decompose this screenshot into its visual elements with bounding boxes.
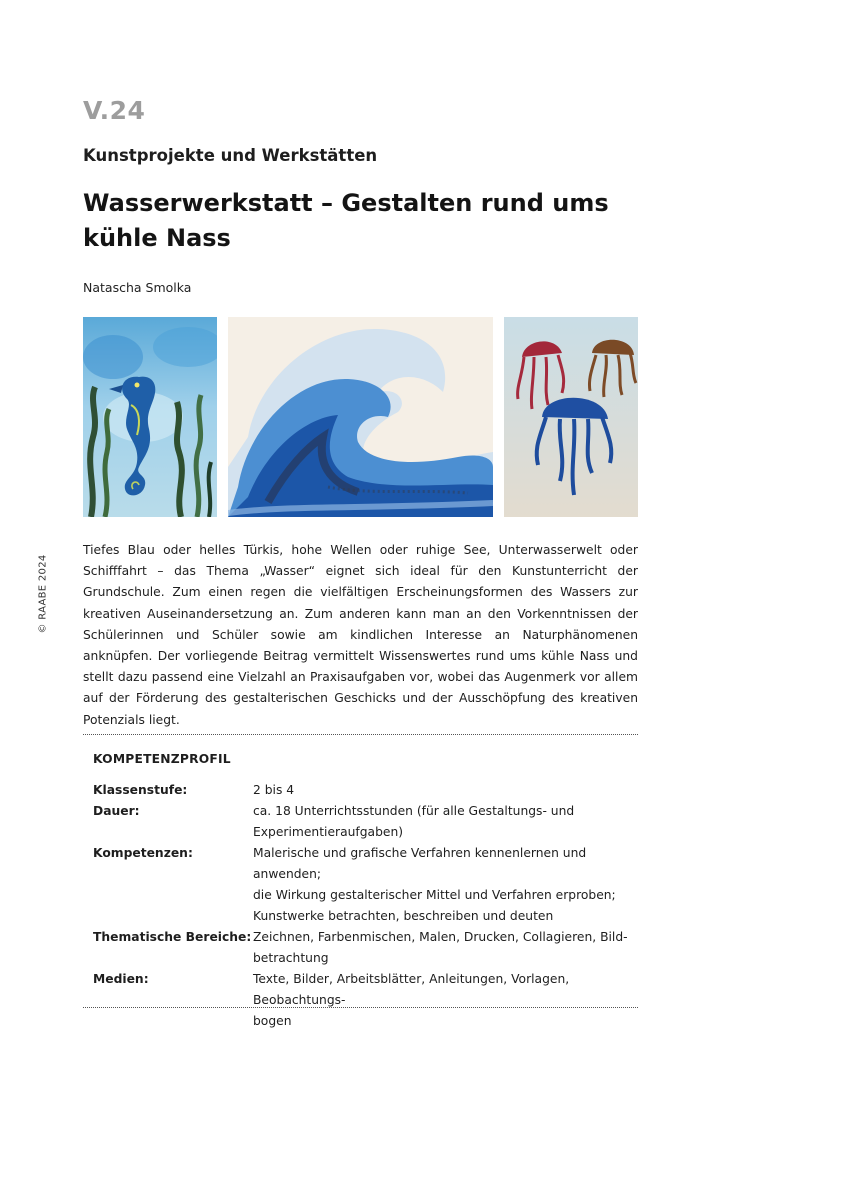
jellyfish-watercolor-image [504,317,638,517]
profile-title: KOMPETENZPROFIL [93,752,231,766]
competence-profile [93,752,638,1032]
profile-value: ca. 18 Unterrichtsstunden (für alle Gestaltungs- und Experimentieraufgaben) [253,804,575,839]
profile-value: Texte, Bilder, Arbeitsblätter, Anleitungen, Vorlagen, Beobachtungs- bogen [253,972,570,1028]
profile-row-media [93,969,638,1032]
profile-row-grade [93,780,638,801]
series-title: Kunstprojekte und Werkstätten [83,146,378,165]
profile-row-competences [93,843,638,927]
profile-label: Kompetenzen: [93,846,193,860]
profile-row-topics [93,927,638,969]
wave-watercolor-image [228,317,493,517]
profile-value: 2 bis 4 [253,783,295,797]
section-code: V.24 [83,96,146,125]
page-title: Wasserwerkstatt – Gestalten rund ums kühle Nass [83,189,609,252]
author-name: Natascha Smolka [83,280,192,295]
profile-row-duration [93,801,638,843]
intro-paragraph: Tiefes Blau oder helles Türkis, hohe Wellen oder ruhige See, Unterwasserwelt oder Schifffahrt – das Thema „Wasser“ eignet sich ideal für den Kunstunterricht der Grundschule. Zum einen regen die vielfältigen Erscheinungsformen des Wassers zur kreativen Auseinandersetzung an. Zum anderen kann man an den Vorkenntnissen der Schülerinnen und Schüler sowie am kindlichen Interesse an Naturphänomenen anknüpfen. Der vorliegende Beitrag vermittelt Wissenswertes rund ums kühle Nass und stellt dazu passend eine Vielzahl an Praxisaufgaben vor, wobei das Augenmerk vor allem auf der Förderung des gestalterischen Geschicks und der Ausschöpfung des kreativen Potenzials liegt. [83,543,638,727]
profile-label: Thematische Bereiche: [93,930,252,944]
profile-value: Malerische und grafische Verfahren kennenlernen und anwenden; die Wirkung gestalterischer Mittel und Verfahren erproben; Kunstwerke betrachten, beschreiben und deuten [253,846,616,923]
profile-label: Dauer: [93,804,140,818]
seahorse-watercolor-image [83,317,217,517]
divider-top [83,734,638,735]
profile-label: Medien: [93,972,149,986]
copyright-notice: © RAABE 2024 [37,554,49,634]
profile-label: Klassenstufe: [93,783,188,797]
divider-bottom [83,1007,638,1008]
profile-value: Zeichnen, Farbenmischen, Malen, Drucken, Collagieren, Bild- betrachtung [253,930,628,965]
